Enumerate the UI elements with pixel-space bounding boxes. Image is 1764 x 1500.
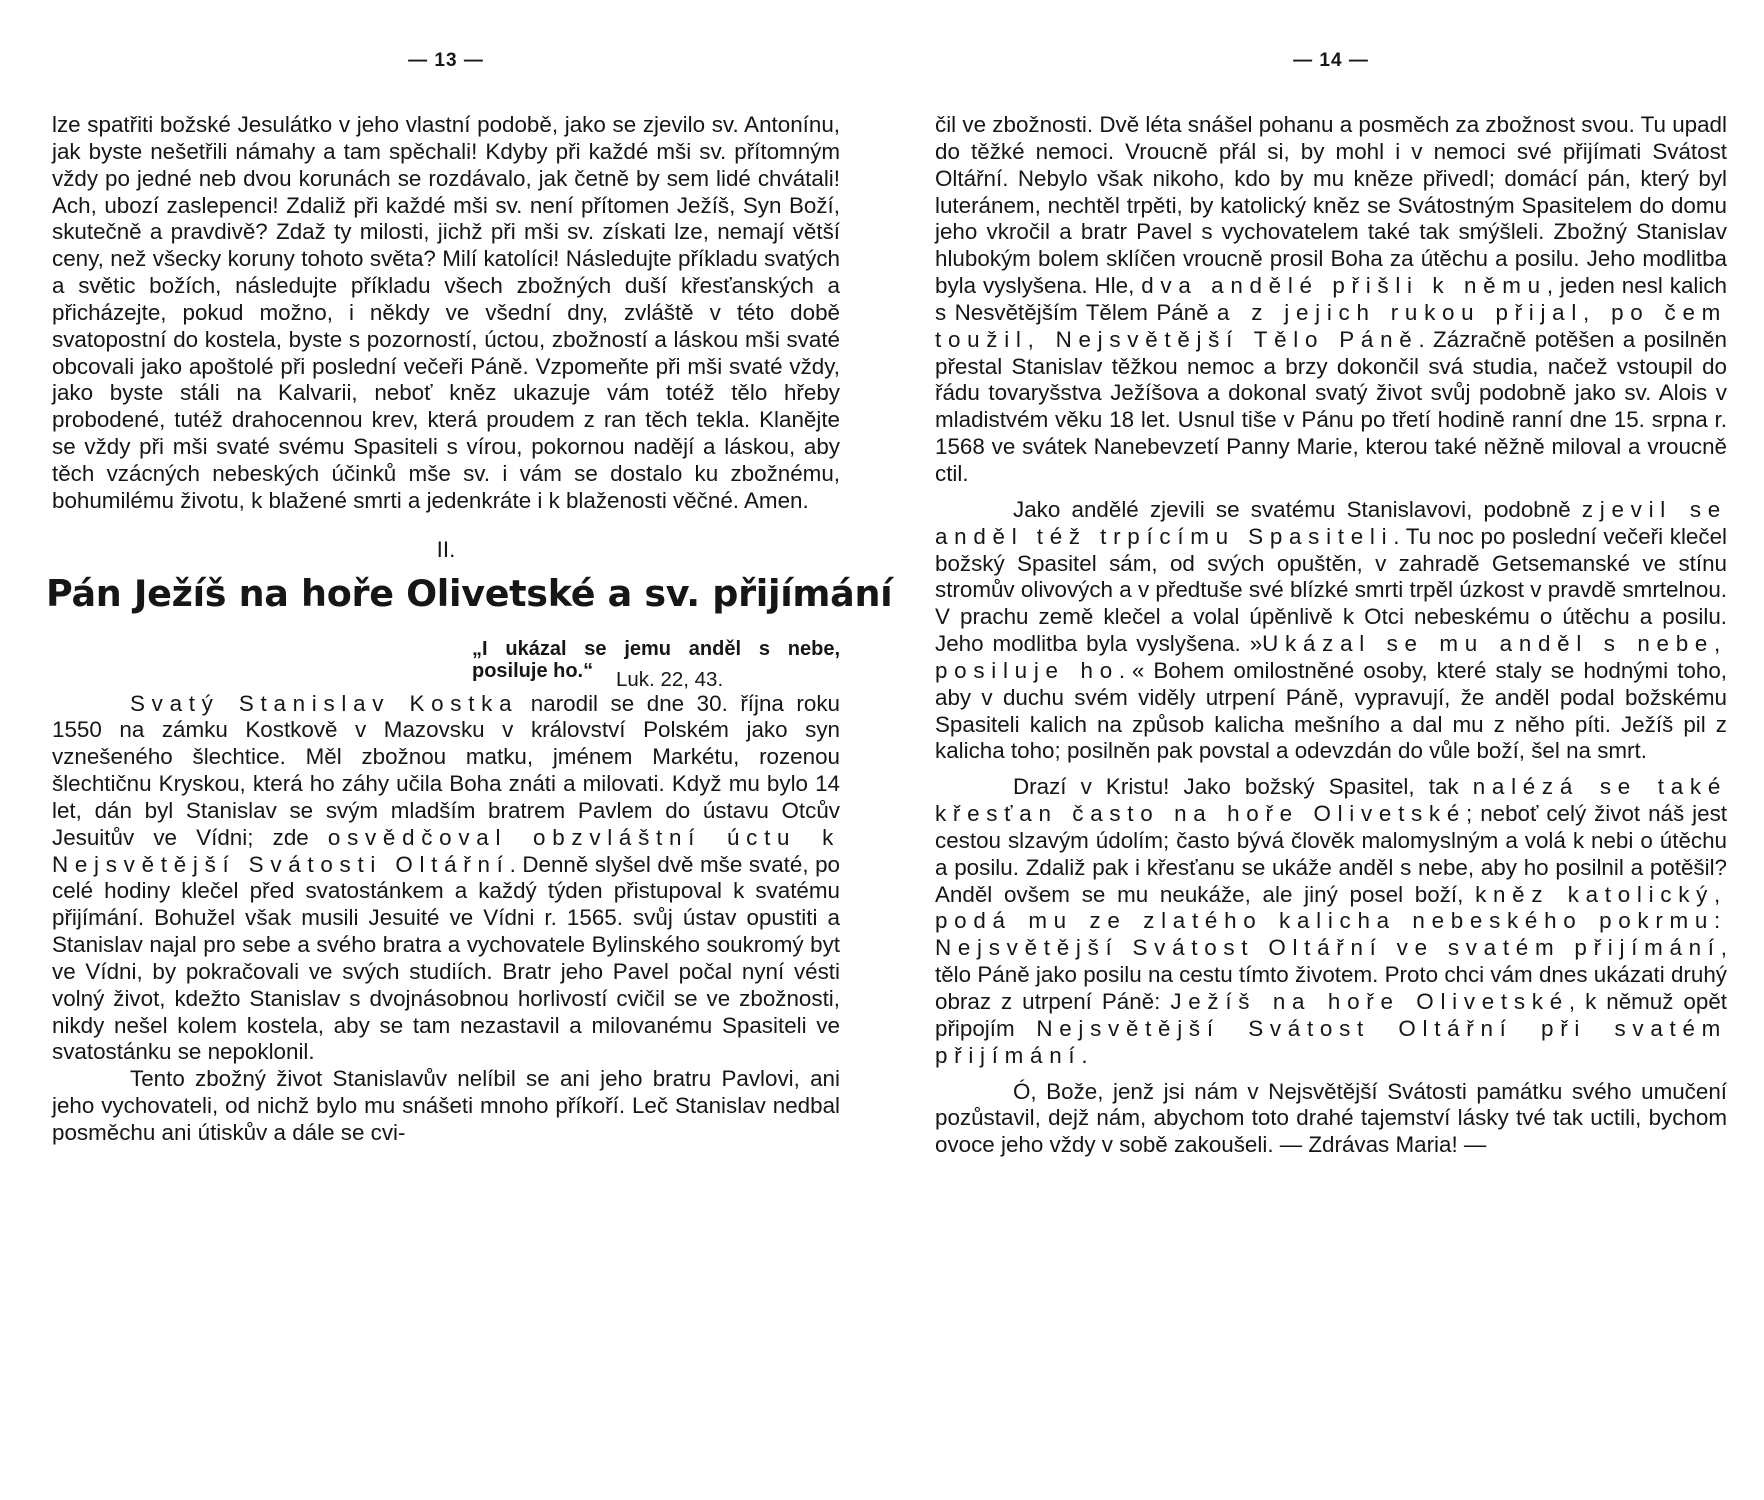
text-run: , k němuž opět připojím: [935, 989, 1727, 1041]
spaced-text: Ukázal se mu anděl s nebe, posiluje ho.: [935, 631, 1727, 683]
page-number: — 14 —: [1293, 50, 1369, 71]
spaced-text: kněz katolický, podá mu ze zlatého kalicha nebeského pokrmu: Nejsvětější Svátost Oltářní ve svatém přijímání: [935, 881, 1727, 961]
text-run: . Denně slyšel dvě mše svaté, po celé hodiny klečel před svatostánkem a každý týden přistupoval k svatému přijímání. Bohužel však musili Jesuité ve Vídni r. 1565. svůj ústav opustiti a Stanislav najal pro sebe a svého bratra a vychovatele Bylinského soukromý byt ve Vídni, by pokračovali ve svých studiích. Bratr jeho Pavel počal nyní vésti volný život, kdežto Stanislav s dvojnásobnou horlivostí cvičil se ve zbožnosti, nikdy nešel kolem kostela, aby se tam nezastavil a milovanému Spasiteli ve svatostánku se nepoklonil.: [52, 851, 840, 1065]
text-run: narodil se dne 30. října roku 1550 na zámku Kostkově v Mazovsku v království Polském jako syn vznešeného šlechtice. Měl zbožnou matku, jménem Markétu, rozenou šlechtičnu Kryskou, která ho záhy učila Boha znáti a milovati. Když mu bylo 14 let, dán byl Stanislav se svým mladším bratrem Pavlem do ústavu Otcův Jesuitův ve Vídni; zde: [52, 690, 840, 850]
epigraph-reference: Luk. 22, 43.: [616, 667, 724, 691]
text-run: čil ve zbožnosti. Dvě léta snášel pohanu a posměch za zbožnost svou. Tu upadl do těžké nemoci. Vroucně přál si, by mohl i v nemoci své přijímati Svátost Oltářní. Nebylo však nikoho, kdo by mu kněze přivedl; domácí pán, který byl luteránem, nechtěl trpěti, by katolický kněz se Svátostným Spasitelem do domu jeho vkročil a bratr Pavel s vychovatelem také tak smýšleli. Zbožný Stanislav hlubokým bolem sklíčen vroucně prosil Boha za útěchu a posilu. Jeho modlitba byla vyslyšena. Hle,: [935, 112, 1727, 299]
text-run: Drazí v Kristu! Jako božský Spasitel, tak: [1013, 774, 1473, 800]
text-run: ; neboť celý život náš jest cestou slzavým údolím; často bývá člověk malomyslným a volá k nebi o útěchu a posilu. Zdaliž pak i křesťanu se ukáže anděl s nebe, aby ho posilnil a potěšil? Anděl ovšem se mu neukáže, ale jiný posel boží,: [935, 801, 1727, 907]
spaced-text: zjevil se anděl též trpícímu Spasiteli: [935, 496, 1727, 549]
text-run: Jako andělé zjevili se svatému Stanislavovi, podobně: [1013, 496, 1582, 522]
spaced-text: Svatý Stanislav Kostka: [130, 690, 519, 716]
left-page-text: [46, 112, 893, 1147]
paragraph: [935, 112, 1727, 488]
spaced-text: osvědčoval obzvláštní úctu k Nejsvětější Svátosti Oltářní: [52, 824, 841, 877]
spaced-text: nalézá se také křesťan často na hoře Olivetské: [935, 774, 1727, 827]
epigraph-line: „I ukázal se jemu anděl s nebe,: [472, 637, 840, 660]
paragraph: [52, 691, 840, 1067]
paragraph: Ó, Bože, jenž jsi nám v Nejsvětější Svátosti památku svého umučení pozůstavil, dejž nám, abychom toto drahé tajemství lásky tvé tak uctili, bychom ovoce jeho vždy v sobě zakoušeli. — Zdrávas Maria! —: [935, 1078, 1727, 1158]
text-run: , jeden nesl kalich s Nesvětějším Tělem Páně: [935, 273, 1727, 325]
page-number: — 13 —: [408, 50, 484, 71]
spaced-text: a z jejich rukou přijal, po čem toužil, Nejsvětější Tělo Páně: [935, 299, 1727, 352]
paragraph: Tento zbožný život Stanislavův nelíbil se ani jeho bratru Pavlovi, ani jeho vychovateli, od nichž bylo mu snášeti mnoho příkoří. Leč Stanislav nedbal posměchu ani útiskův a dále se cvi-: [52, 1066, 840, 1145]
paragraph: [935, 497, 1727, 765]
paragraph: lze spatřiti božské Jesulátko v jeho vlastní podobě, jako se zjevilo sv. Antonínu, jak byste nešetřili námahy a tam spěchali! Kdyby při každé mši sv. přítomným vždy po jedné neb dvou korunách se rozdávalo, jak četně by sem lidé chvátali! Ach, ubozí zaslepenci! Zdaliž při každé mši sv. není přítomen Ježíš, Syn Boží, skutečně a pravdivě? Zdaž ty milosti, jichž při mši sv. získati lze, nemají větší ceny, než všecky koruny tohoto světa? Milí katolíci! Následujte příkladu svatých a světic božích, následujte příkladu všech zbožných duší křesťanských a přicházejte, pokud možno, i někdy ve všední dny, zvláště v této době svatopostní do kostela, byste s pozorností, úctou, zbožností a láskou mši svaté obcovali jako apoštolé při poslední večeři Páně. Vzpomeňte při mši svaté vždy, jako byste stáli na Kalvarii, neboť kněz ukazuje vám totéž tělo hřeby probodené, tutéž drahocennou krev, která proudem z ran těch tekla. Klanějte se vždy při mši svaté svému Spasiteli s vírou, pokornou nadějí a láskou, aby těch vzácných nebeských účinků mše sv. i vám se dostalo ku zbožnému, bohumilému životu, k blažené smrti a jedenkráte i k blaženosti věčné. Amen.: [52, 112, 840, 513]
epigraph: [472, 637, 840, 691]
paragraph: [935, 774, 1727, 1069]
spaced-text: Ježíš na hoře Olivetské: [1170, 989, 1569, 1014]
right-page-text: [935, 112, 1727, 1159]
text-run: . Zázračně potěšen a posilněn přestal Stanislav těžkou nemoc a brzy dokončil svá studia, načež vstoupil do řádu tovaryšstva Ježíšova a dokonal svatý život svůj podobně jako sv. Alois v mladistvém věku 18 let. Usnul tiše v Pánu po třetí hodině ranní dne 15. srpna r. 1568 ve svátek Nanebevzetí Panny Marie, kterou také něžně miloval a vroucně ctil.: [935, 326, 1728, 486]
text-run: .: [1081, 1042, 1088, 1068]
epigraph-line: posiluje ho.“: [472, 659, 594, 682]
text-run: . Tu noc po poslední večeři klečel božský Spasitel sám, od svých opuštěn, v zahradě Getsemanské ve stínu stromův olivových a v předtuše své blízké smrti trpěl úzkost v pravdě smrtelnou. V prachu země klečel a volal úpěnlivě k Otci nebeskému o útěchu a posilu. Jeho modlitba byla vyslyšena. »: [935, 523, 1727, 657]
section-number: II.: [436, 536, 456, 562]
text-run: « Bohem omilostněné osoby, které staly se hodnými toho, aby v duchu svém viděly utrpení Páně, vypravují, že anděl podal božskému Spasiteli kalich na způsob kalicha mešního a dal mu z něho píti. Ježíš pil z kalicha toho; posilněn pak povstal a odevzdán do vůle boží, šel na smrt.: [935, 657, 1727, 764]
spaced-text: Nejsvětější Svátost Oltářní při svatém přijímání: [935, 1015, 1727, 1068]
spaced-text: dva andělé přišli k němu: [1141, 273, 1547, 299]
text-run: , tělo Páně jako posilu na cestu tímto životem. Proto chci vám dnes ukázati druhý obraz z utrpení Páně:: [935, 935, 1727, 1014]
chapter-heading: Pán Ježíš na hoře Olivetské a sv. přijímání: [46, 571, 893, 615]
